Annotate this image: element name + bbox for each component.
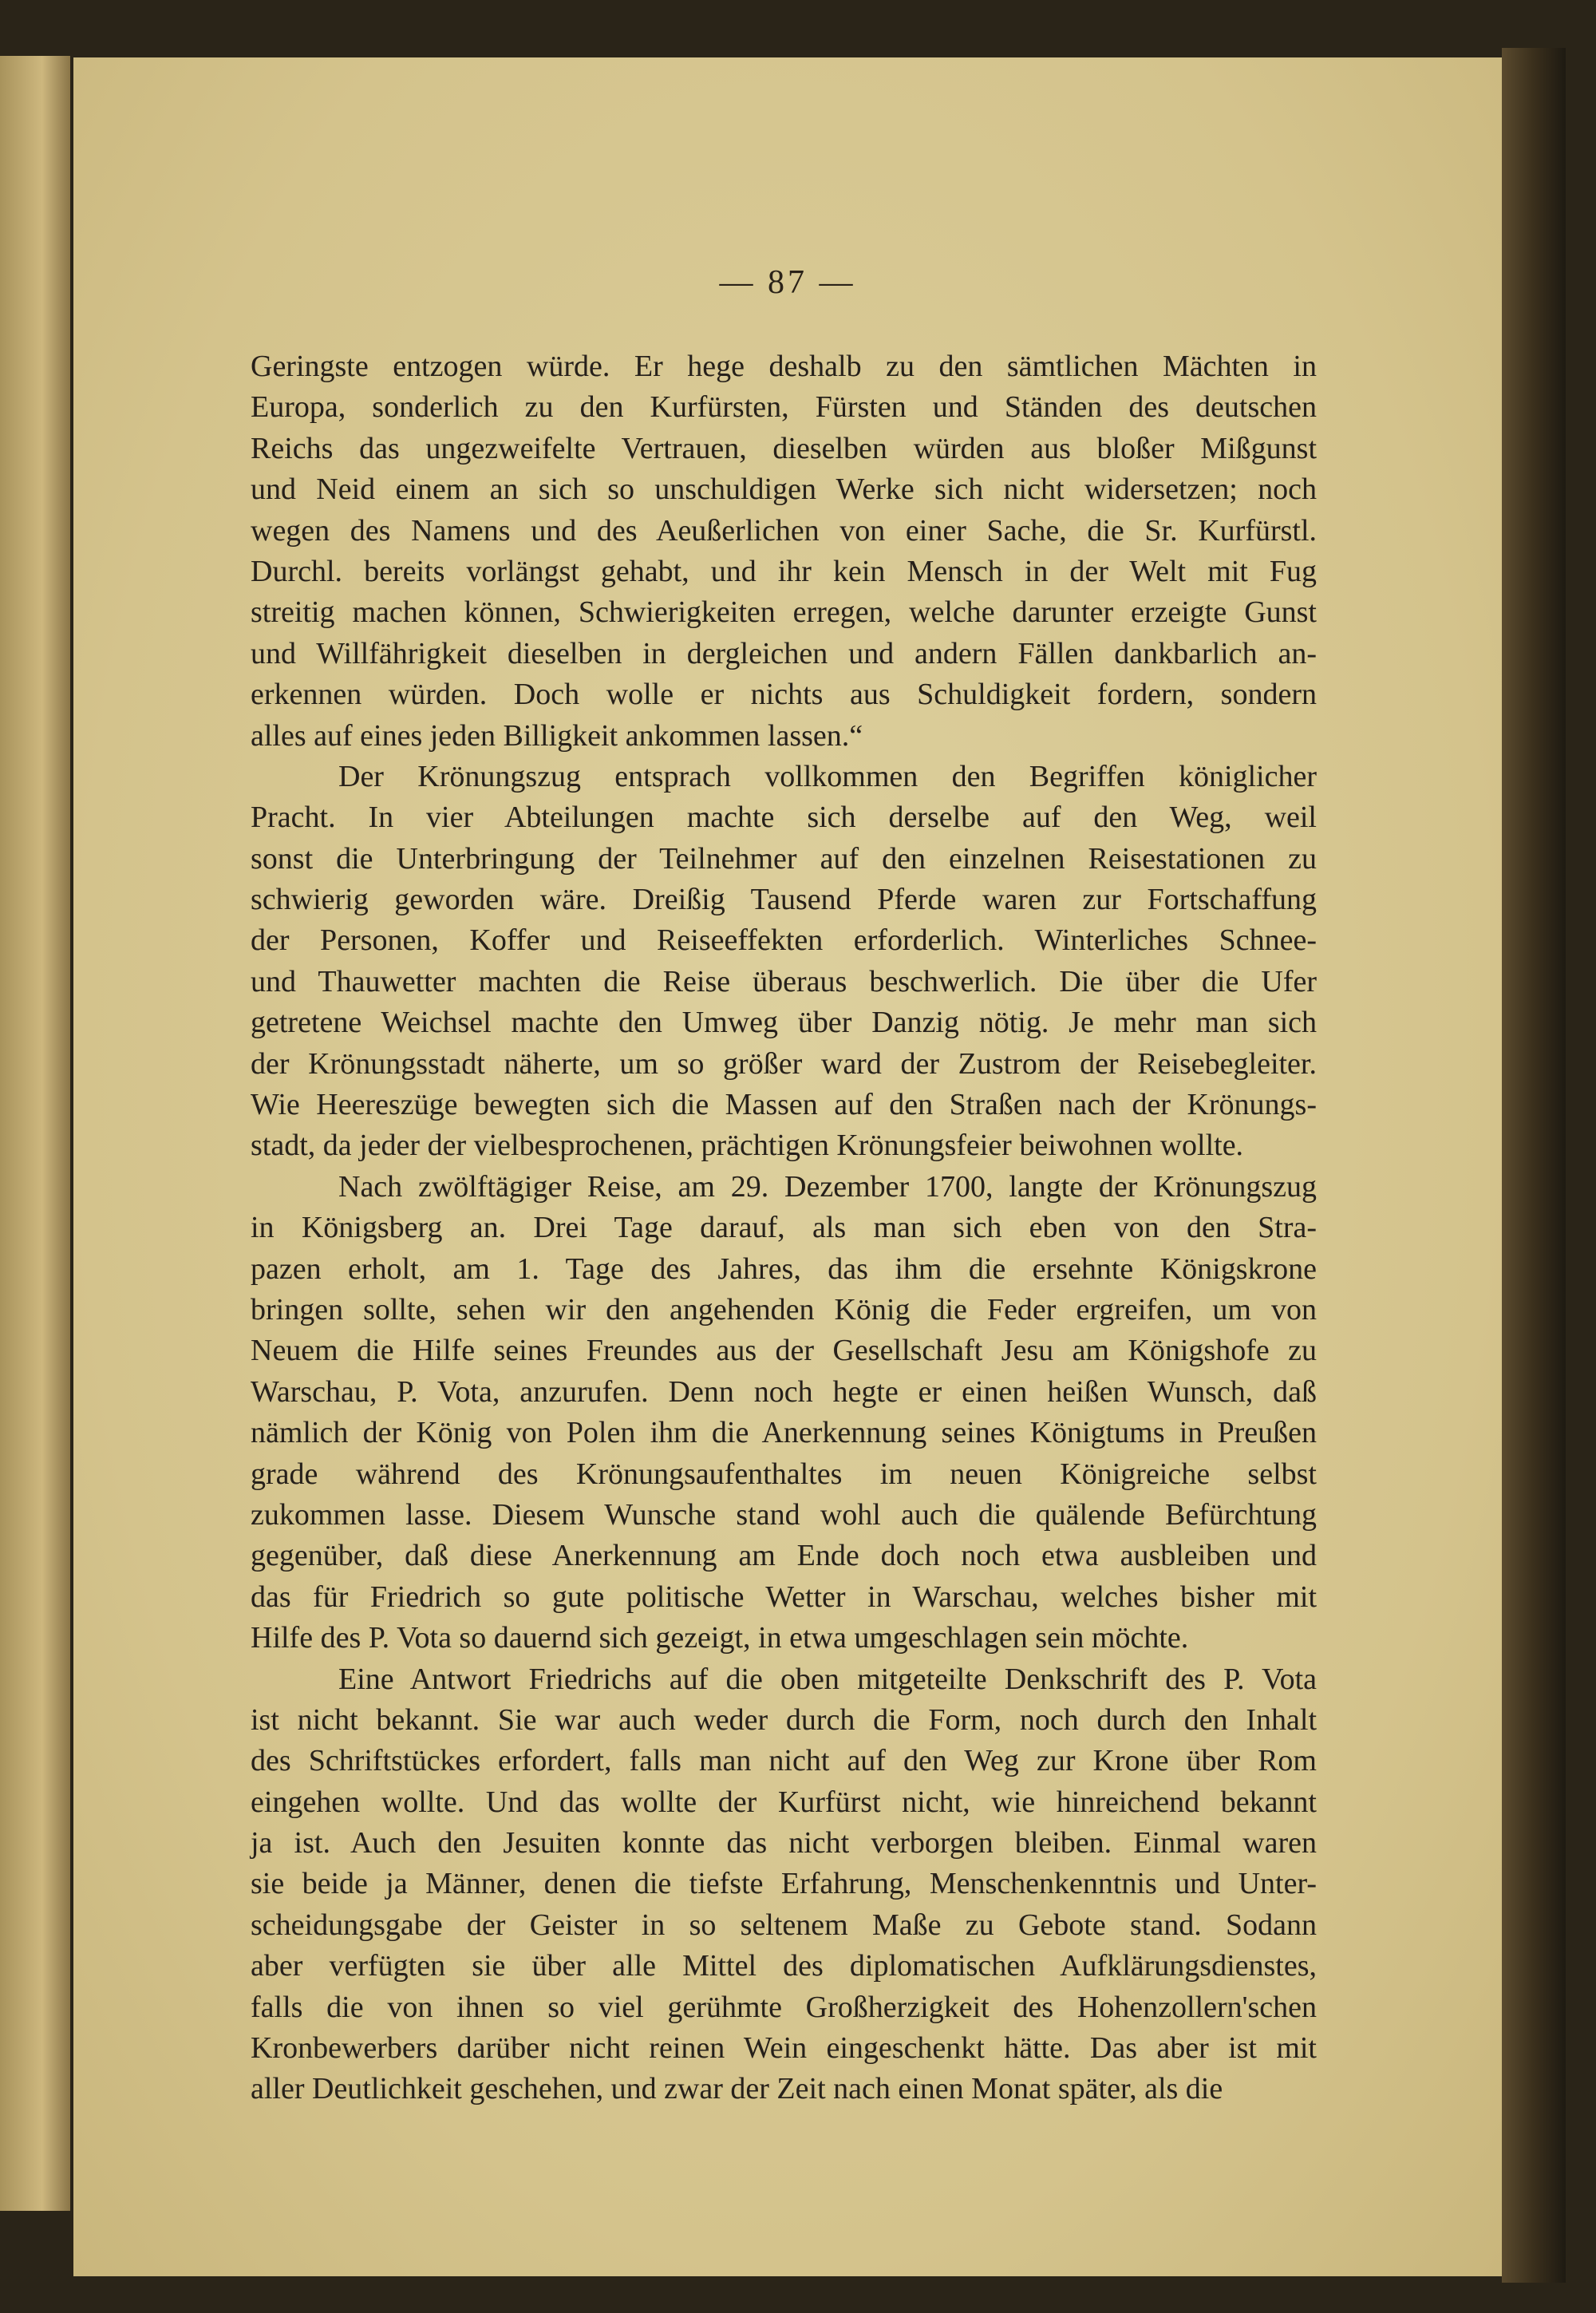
text-line: Der Krönungszug entsprach vollkommen den Begriffen königlicher (338, 759, 1317, 793)
text-line: Durchl. bereits vorlängst gehabt, und ihr kein Mensch in der Welt mit Fug (251, 554, 1317, 588)
text-line: des Schriftstückes erfordert, falls man nicht auf den Weg zur Krone über Rom (251, 1744, 1317, 1778)
text-line: eingehen wollte. Und das wollte der Kurfürst nicht, wie hinreichend bekannt (251, 1785, 1317, 1819)
book-cover-edge (1502, 48, 1566, 2283)
text-line: bringen sollte, sehen wir den angehenden König die Feder ergreifen, um von (251, 1292, 1317, 1327)
text-line: zukommen lasse. Diesem Wunsche stand wohl auch die quälende Befürchtung (251, 1497, 1317, 1532)
paragraph (251, 1167, 1317, 1659)
text-line: schwierig geworden wäre. Dreißig Tausend Pferde waren zur Fortschaffung (251, 883, 1317, 917)
text-line: Pracht. In vier Abteilungen machte sich derselbe auf den Weg, weil (251, 801, 1317, 835)
text-line: sonst die Unterbringung der Teilnehmer auf den einzelnen Reisestationen zu (251, 841, 1317, 876)
text-line: wegen des Namens und des Aeußerlichen von einer Sache, die Sr. Kurfürstl. (251, 513, 1317, 548)
text-line: scheidungsgabe der Geister in so seltenem Maße zu Gebote stand. Sodann (251, 1908, 1317, 1942)
text-line: Hilfe des P. Vota so dauernd sich gezeigt, in etwa umgeschlagen sein möchte. (251, 1621, 1189, 1655)
text-line: Wie Heereszüge bewegten sich die Massen auf den Straßen nach der Krönungs- (251, 1088, 1317, 1122)
text-line: Reichs das ungezweifelte Vertrauen, dieselben würden aus bloßer Mißgunst (251, 431, 1317, 465)
text-line: der Personen, Koffer und Reiseeffekten erforderlich. Winterliches Schnee- (251, 923, 1317, 958)
text-line: pazen erholt, am 1. Tage des Jahres, das ihm die ersehnte Königskrone (251, 1251, 1317, 1286)
text-line: Nach zwölftägiger Reise, am 29. Dezember 1700, langte der Krönungszug (338, 1169, 1317, 1204)
text-line: stadt, da jeder der vielbesprochenen, prächtigen Krönungsfeier beiwohnen wollte. (251, 1129, 1244, 1163)
page-number: — 87 — (719, 264, 856, 301)
text-line: und Neid einem an sich so unschuldigen Werke sich nicht widersetzen; noch (251, 472, 1317, 507)
text-line: und Willfährigkeit dieselben in dergleichen und andern Fällen dankbarlich an- (251, 636, 1317, 670)
text-line: aber verfügten sie über alle Mittel des diplomatischen Aufklärungsdienstes, (251, 1949, 1317, 1983)
body-text (251, 346, 1317, 2110)
text-line: alles auf eines jeden Billigkeit ankommen lassen.“ (251, 718, 863, 753)
text-line: sie beide ja Männer, denen die tiefste Erfahrung, Menschenkenntnis und Unter- (251, 1867, 1317, 1901)
text-line: der Krönungsstadt näherte, um so größer ward der Zustrom der Reisebegleiter. (251, 1046, 1317, 1081)
text-line: erkennen würden. Doch wolle er nichts aus Schuldigkeit fordern, sondern (251, 678, 1317, 712)
text-line: das für Friedrich so gute politische Wetter in Warschau, welches bisher mit (251, 1580, 1317, 1614)
text-line: streitig machen können, Schwierigkeiten erregen, welche darunter erzeigte Gunst (251, 595, 1317, 630)
text-line: Neuem die Hilfe seines Freundes aus der Gesellschaft Jesu am Königshofe zu (251, 1334, 1317, 1368)
text-line: ist nicht bekannt. Sie war auch weder durch die Form, noch durch den Inhalt (251, 1702, 1317, 1737)
facing-page-edge (0, 56, 70, 2211)
paragraph (251, 757, 1317, 1167)
paragraph (251, 1659, 1317, 2110)
text-line: ja ist. Auch den Jesuiten konnte das nicht verborgen bleiben. Einmal waren (251, 1826, 1317, 1860)
text-line: Kronbewerbers darüber nicht reinen Wein eingeschenkt hätte. Das aber ist mit (251, 2031, 1317, 2066)
text-line: getretene Weichsel machte den Umweg über Danzig nötig. Je mehr man sich (251, 1006, 1317, 1040)
text-line: Europa, sonderlich zu den Kurfürsten, Fürsten und Ständen des deutschen (251, 390, 1317, 425)
text-line: Warschau, P. Vota, anzurufen. Denn noch hegte er einen heißen Wunsch, daß (251, 1374, 1317, 1409)
text-line: Geringste entzogen würde. Er hege deshalb zu den sämtlichen Mächten in (251, 350, 1317, 383)
text-line: grade während des Krönungsaufenthaltes im neuen Königreiche selbst (251, 1457, 1317, 1491)
paragraph (251, 346, 1317, 757)
text-line: nämlich der König von Polen ihm die Anerkennung seines Königtums in Preußen (251, 1416, 1317, 1450)
text-line: und Thauwetter machten die Reise überaus beschwerlich. Die über die Ufer (251, 964, 1317, 998)
text-line: falls die von ihnen so viel gerühmte Großherzigkeit des Hohenzollern'schen (251, 1990, 1317, 2024)
text-line: aller Deutlichkeit geschehen, und zwar der Zeit nach einen Monat später, als die (251, 2072, 1223, 2106)
text-line: gegenüber, daß diese Anerkennung am Ende doch noch etwa ausbleiben und (251, 1539, 1317, 1573)
book-page (73, 57, 1502, 2276)
text-line: Eine Antwort Friedrichs auf die oben mitgeteilte Denkschrift des P. Vota (338, 1662, 1317, 1696)
text-line: in Königsberg an. Drei Tage darauf, als man sich eben von den Stra- (251, 1211, 1317, 1245)
